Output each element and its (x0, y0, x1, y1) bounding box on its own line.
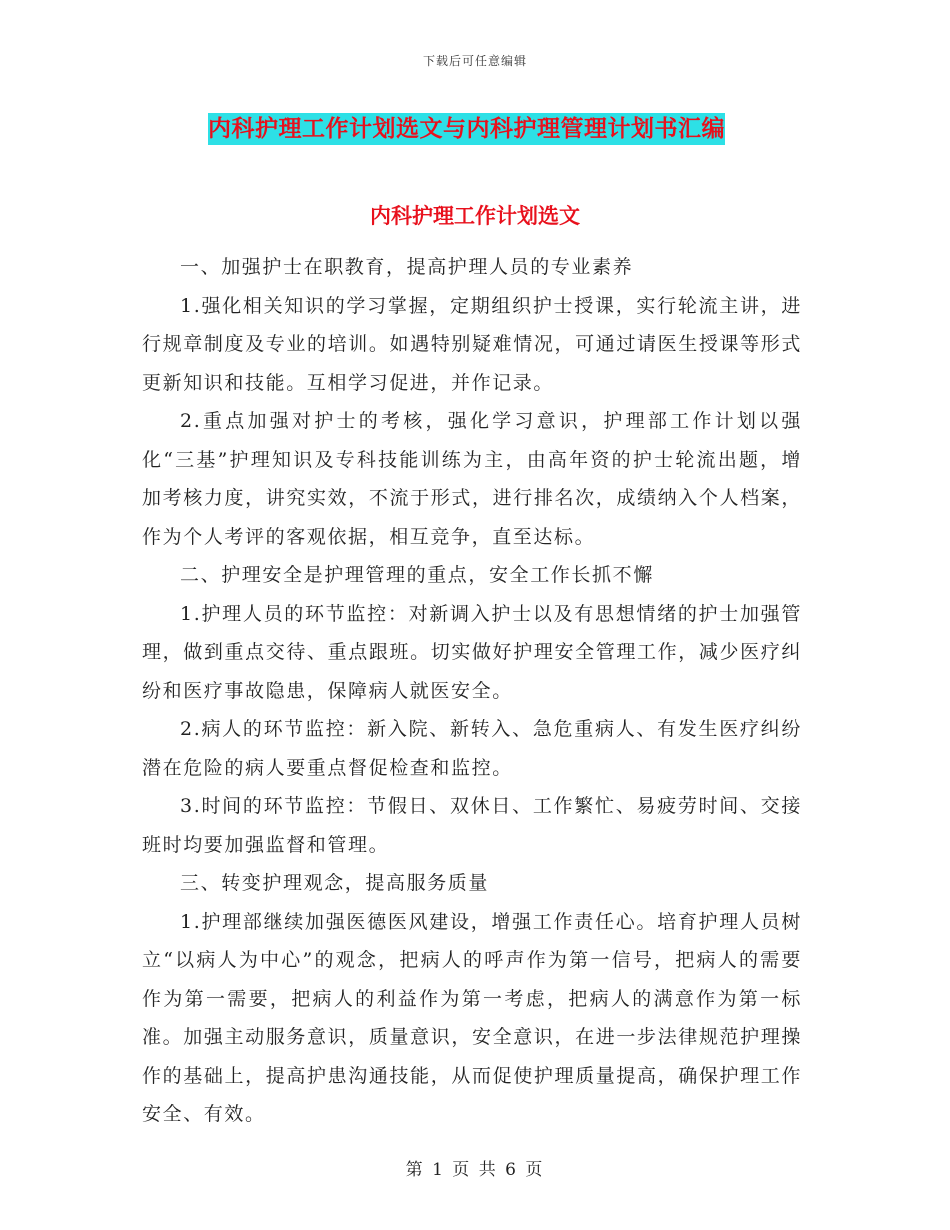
heading-1: 一、加强护士在职教育，提高护理人员的专业素养 (180, 256, 634, 278)
paragraph-2-2: 2.病人的环节监控：新入院、新转入、急危重病人、有发生医疗纠纷潜在危险的病人要重点督促检查和监控。 (142, 718, 802, 779)
document-body (142, 248, 802, 1134)
paragraph-2-3: 3.时间的环节监控：节假日、双休日、工作繁忙、易疲劳时间、交接班时均要加强监督和管理。 (142, 795, 802, 856)
document-title: 内科护理工作计划选文与内科护理管理计划书汇编 (208, 113, 725, 145)
paragraph-1-2: 2.重点加强对护士的考核，强化学习意识，护理部工作计划以强化“三基”护理知识及专科技能训练为主，由高年资的护士轮流出题，增加考核力度，讲究实效，不流于形式，进行排名次，成绩纳入个人档案，作为个人考评的客观依据，相互竞争，直至达标。 (142, 410, 802, 548)
heading-2: 二、护理安全是护理管理的重点，安全工作长抓不懈 (180, 564, 654, 586)
heading-3: 三、转变护理观念，提高服务质量 (180, 872, 490, 894)
paragraph-3-1: 1.护理部继续加强医德医风建设，增强工作责任心。培育护理人员树立“以病人为中心”的观念，把病人的呼声作为第一信号，把病人的需要作为第一需要，把病人的利益作为第一考虑，把病人的满意作为第一标准。加强主动服务意识，质量意识，安全意识，在进一步法律规范护理操作的基础上，提高护患沟通技能，从而促使护理质量提高，确保护理工作安全、有效。 (142, 910, 802, 1125)
document-title-container (208, 113, 790, 145)
paragraph-1-1: 1.强化相关知识的学习掌握，定期组织护士授课，实行轮流主讲，进行规章制度及专业的培训。如遇特别疑难情况，可通过请医生授课等形式更新知识和技能。互相学习促进，并作记录。 (142, 294, 802, 394)
paragraph-2-1: 1.护理人员的环节监控：对新调入护士以及有思想情绪的护士加强管理，做到重点交待、重点跟班。切实做好护理安全管理工作，减少医疗纠纷和医疗事故隐患，保障病人就医安全。 (142, 602, 802, 702)
section-title: 内科护理工作计划选文 (370, 204, 580, 228)
page-number-footer: 第 1 页 共 6 页 (405, 1160, 545, 1180)
page-header-note: 下载后可任意编辑 (422, 54, 527, 68)
